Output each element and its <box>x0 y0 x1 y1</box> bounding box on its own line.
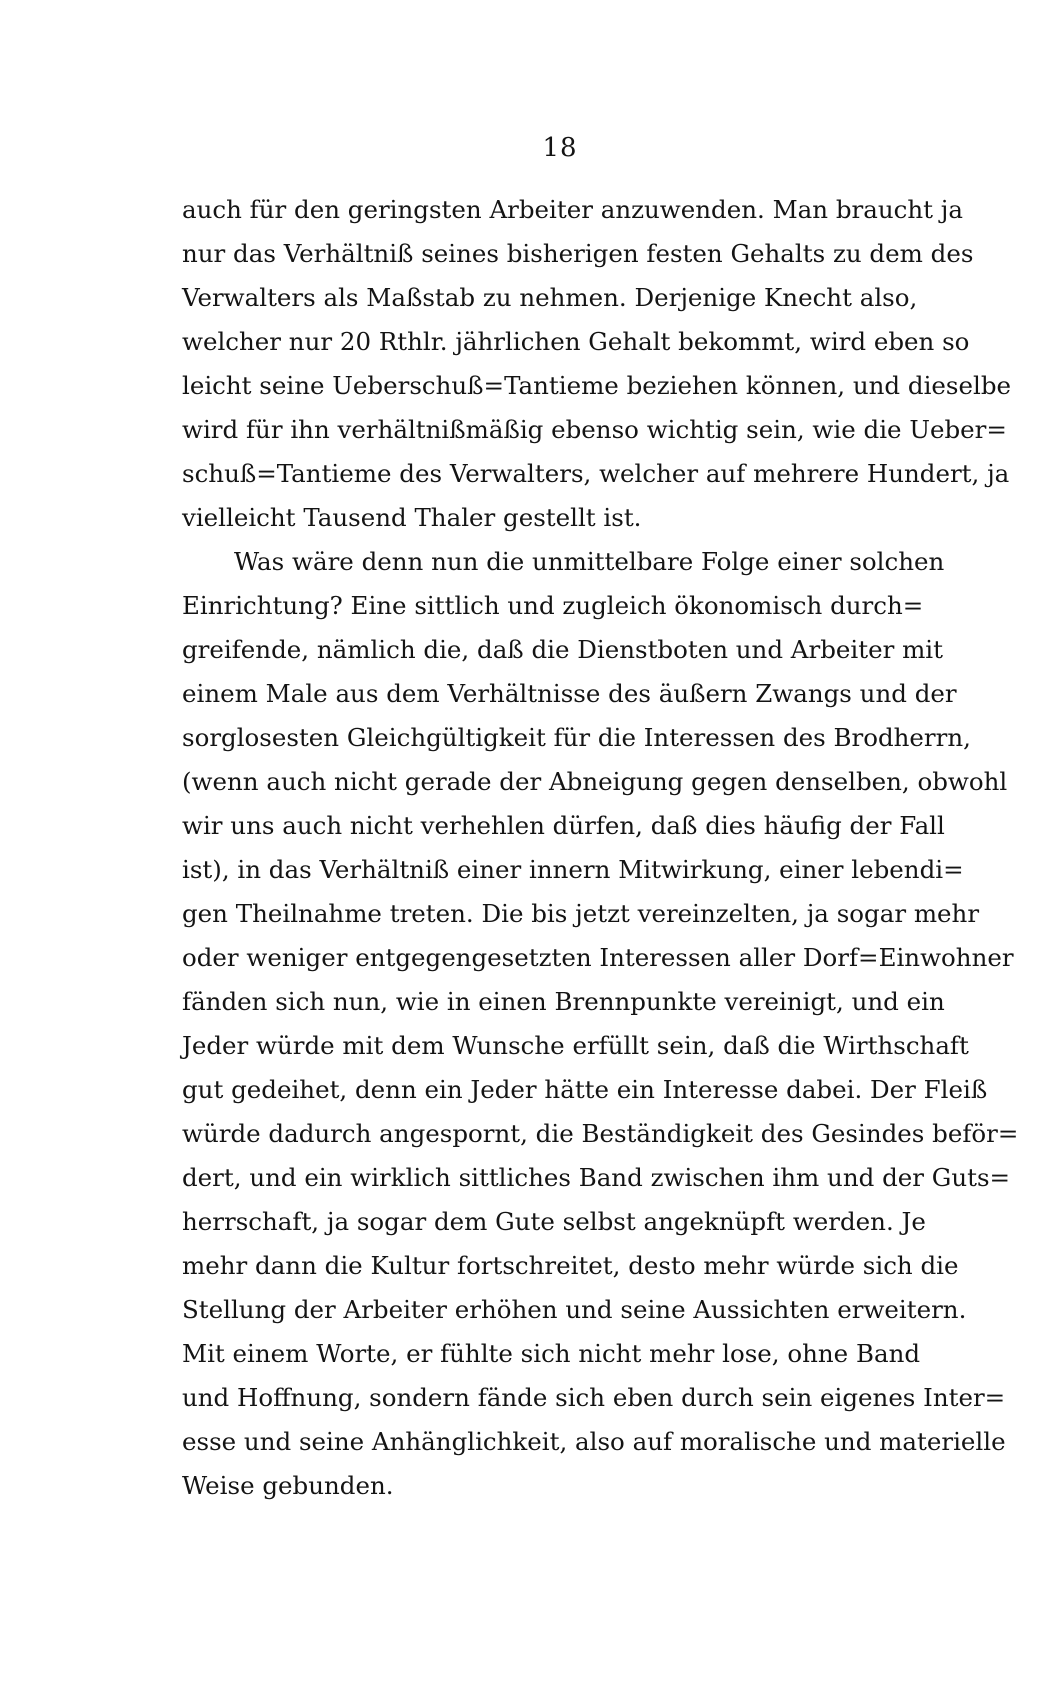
text-line: Weise gebunden. <box>182 1471 394 1500</box>
text-line: herrschaft, ja sogar dem Gute selbst angeknüpft werden. Je <box>182 1207 926 1236</box>
text-line: oder weniger entgegengesetzten Interessen aller Dorf=Einwohner <box>182 943 1014 972</box>
text-line: wird für ihn verhältnißmäßig ebenso wichtig sein, wie die Ueber= <box>182 415 1007 444</box>
text-line: welcher nur 20 Rthlr. jährlichen Gehalt bekommt, wird eben so <box>182 327 970 356</box>
text-line: vielleicht Tausend Thaler gestellt ist. <box>182 503 642 532</box>
text-line: leicht seine Ueberschuß=Tantieme beziehen können, und dieselbe <box>182 371 1012 400</box>
text-line: mehr dann die Kultur fortschreitet, desto mehr würde sich die <box>182 1251 959 1280</box>
page-number: 18 <box>542 133 578 163</box>
text-line: ist), in das Verhältniß einer innern Mitwirkung, einer lebendi= <box>182 855 964 884</box>
text-line: greifende, nämlich die, daß die Dienstboten und Arbeiter mit <box>182 635 943 664</box>
text-line: auch für den geringsten Arbeiter anzuwenden. Man braucht ja <box>182 195 963 224</box>
text-line: würde dadurch angespornt, die Beständigkeit des Gesindes beför= <box>182 1119 1019 1148</box>
text-line: sorglosesten Gleichgültigkeit für die Interessen des Brodherrn, <box>182 723 971 752</box>
text-line: und Hoffnung, sondern fände sich eben durch sein eigenes Inter= <box>182 1383 1006 1412</box>
text-line: Jeder würde mit dem Wunsche erfüllt sein, daß die Wirthschaft <box>182 1031 969 1060</box>
text-line: gen Theilnahme treten. Die bis jetzt vereinzelten, ja sogar mehr <box>182 899 980 928</box>
text-line: (wenn auch nicht gerade der Abneigung gegen denselben, obwohl <box>182 767 1008 796</box>
text-line: Einrichtung? Eine sittlich und zugleich ökonomisch durch= <box>182 591 924 620</box>
paragraph-1 <box>182 188 1012 540</box>
text-line: Stellung der Arbeiter erhöhen und seine Aussichten erweitern. <box>182 1295 967 1324</box>
text-line: esse und seine Anhänglichkeit, also auf moralische und materielle <box>182 1427 1006 1456</box>
text-line: nur das Verhältniß seines bisherigen festen Gehalts zu dem des <box>182 239 974 268</box>
text-line: Was wäre denn nun die unmittelbare Folge einer solchen <box>234 547 945 576</box>
text-line: gut gedeihet, denn ein Jeder hätte ein Interesse dabei. Der Fleiß <box>182 1075 988 1104</box>
text-line: Verwalters als Maßstab zu nehmen. Derjenige Knecht also, <box>182 283 918 312</box>
text-line: schuß=Tantieme des Verwalters, welcher auf mehrere Hundert, ja <box>182 459 1010 488</box>
text-line: dert, und ein wirklich sittliches Band zwischen ihm und der Guts= <box>182 1163 1011 1192</box>
text-line: Mit einem Worte, er fühlte sich nicht mehr lose, ohne Band <box>182 1339 921 1368</box>
text-line: fänden sich nun, wie in einen Brennpunkte vereinigt, und ein <box>182 987 945 1016</box>
text-line: wir uns auch nicht verhehlen dürfen, daß dies häufig der Fall <box>182 811 945 840</box>
paragraph-2 <box>182 540 1019 1508</box>
text-line: einem Male aus dem Verhältnisse des äußern Zwangs und der <box>182 679 957 708</box>
